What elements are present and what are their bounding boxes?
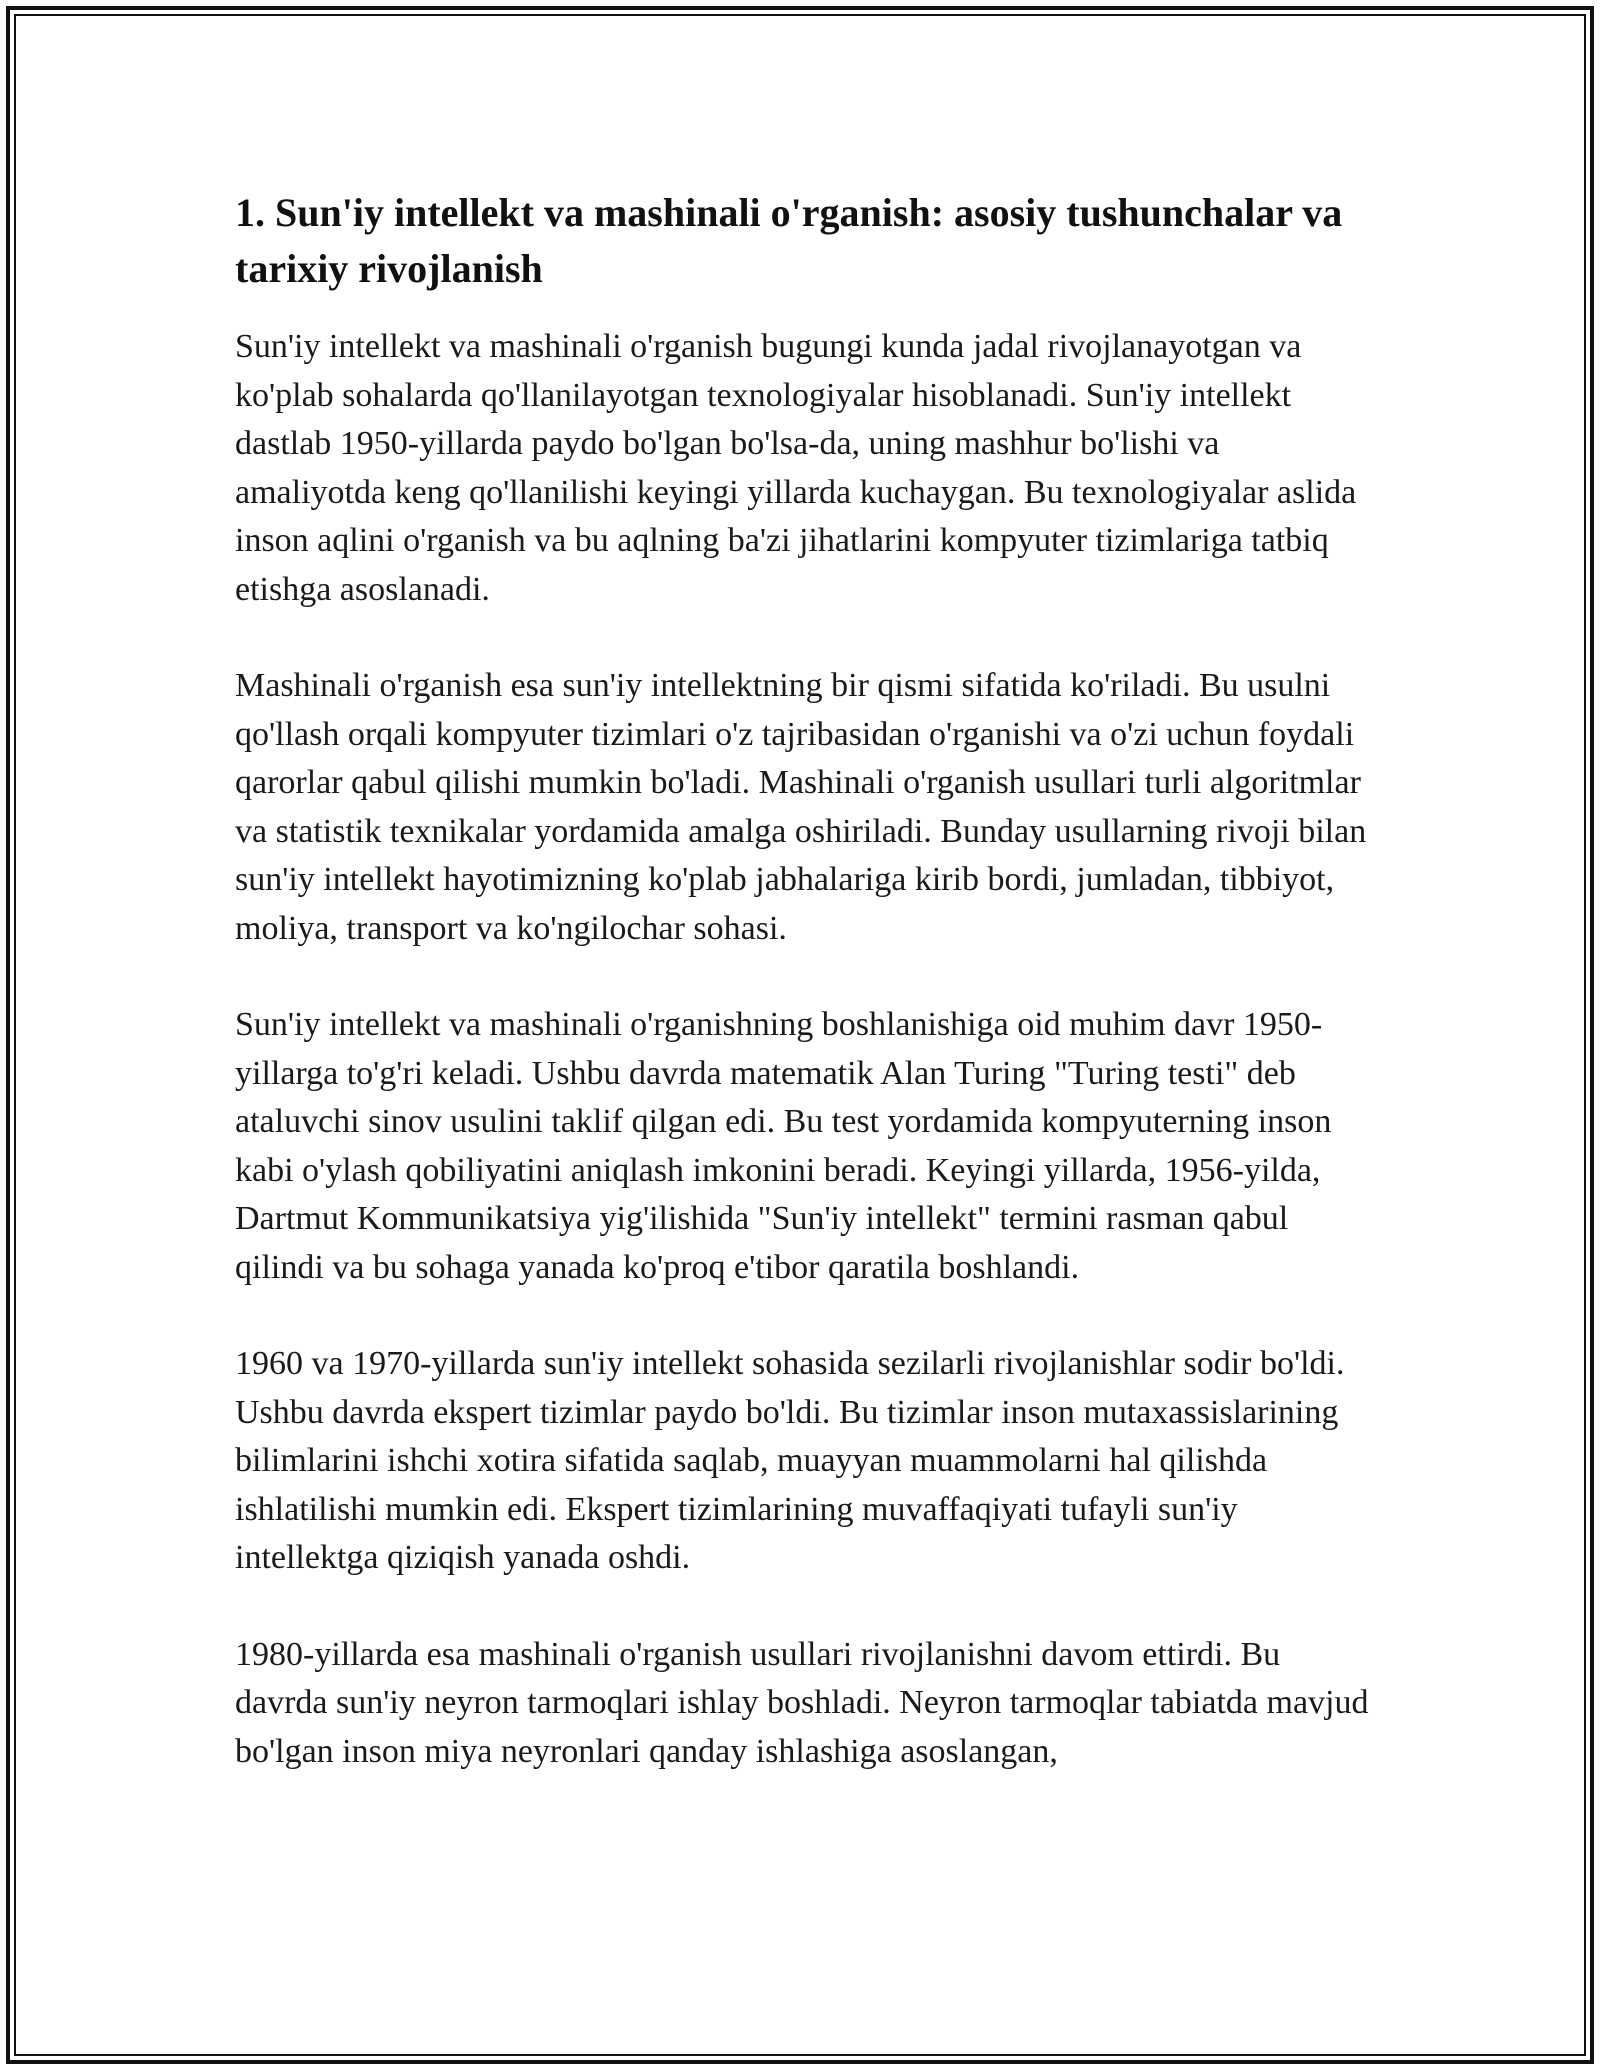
- paragraph-4: 1960 va 1970-yillarda sun'iy intellekt sohasida sezilarli rivojlanishlar sodir bo'ldi. Ushbu davrda ekspert tizimlar paydo bo'ldi. Bu tizimlar inson mutaxassislarining bilimlarini ishchi xotira sifatida saqlab, muayyan muammolarni hal qilishda ishlatilishi mumkin edi. Ekspert tizimlarining muvaffaqiyati tufayli sun'iy intellektga qiziqish yanada oshdi.: [235, 1345, 1345, 1576]
- paragraph-3: Sun'iy intellekt va mashinali o'rganishning boshlanishiga oid muhim davr 1950-yillarga to'g'ri keladi. Ushbu davrda matematik Alan Turing "Turing testi" deb ataluvchi sinov usulini taklif qilgan edi. Bu test yordamida kompyuterning inson kabi o'ylash qobiliyatini aniqlash imkonini beradi. Keyingi yillarda, 1956-yilda, Dartmut Kommunikatsiya yig'ilishida "Sun'iy intellekt" termini rasman qabul qilindi va bu sohaga yanada ko'proq e'tibor qaratila boshlandi.: [235, 1006, 1332, 1286]
- document-body: [235, 185, 1375, 1776]
- paragraph-1: Sun'iy intellekt va mashinali o'rganish bugungi kunda jadal rivojlanayotgan va ko'plab sohalarda qo'llanilayotgan texnologiyalar hisoblanadi. Sun'iy intellekt dastlab 1950-yillarda paydo bo'lgan bo'lsa-da, uning mashhur bo'lishi va amaliyotda keng qo'llanilishi keyingi yillarda kuchaygan. Bu texnologiyalar aslida inson aqlini o'rganish va bu aqlning ba'zi jihatlarini kompyuter tizimlariga tatbiq etishga asoslanadi.: [235, 328, 1357, 608]
- paragraph-2: Mashinali o'rganish esa sun'iy intellektning bir qismi sifatida ko'riladi. Bu usulni qo'llash orqali kompyuter tizimlari o'z tajribasidan o'rganishi va o'zi uchun foydali qarorlar qabul qilishi mumkin bo'ladi. Mashinali o'rganish usullari turli algoritmlar va statistik texnikalar yordamida amalga oshiriladi. Bunday usullarning rivoji bilan sun'iy intellekt hayotimizning ko'plab jabhalariga kirib bordi, jumladan, tibbiyot, moliya, transport va ko'ngilochar sohasi.: [235, 667, 1367, 947]
- paragraph-5: 1980-yillarda esa mashinali o'rganish usullari rivojlanishni davom ettirdi. Bu davrda sun'iy neyron tarmoqlari ishlay boshladi. Neyron tarmoqlar tabiatda mavjud bo'lgan inson miya neyronlari qanday ishlashiga asoslangan,: [235, 1635, 1369, 1770]
- section-heading: 1. Sun'iy intellekt va mashinali o'rganish: asosiy tushunchalar va tarixiy rivojlanish: [235, 190, 1343, 291]
